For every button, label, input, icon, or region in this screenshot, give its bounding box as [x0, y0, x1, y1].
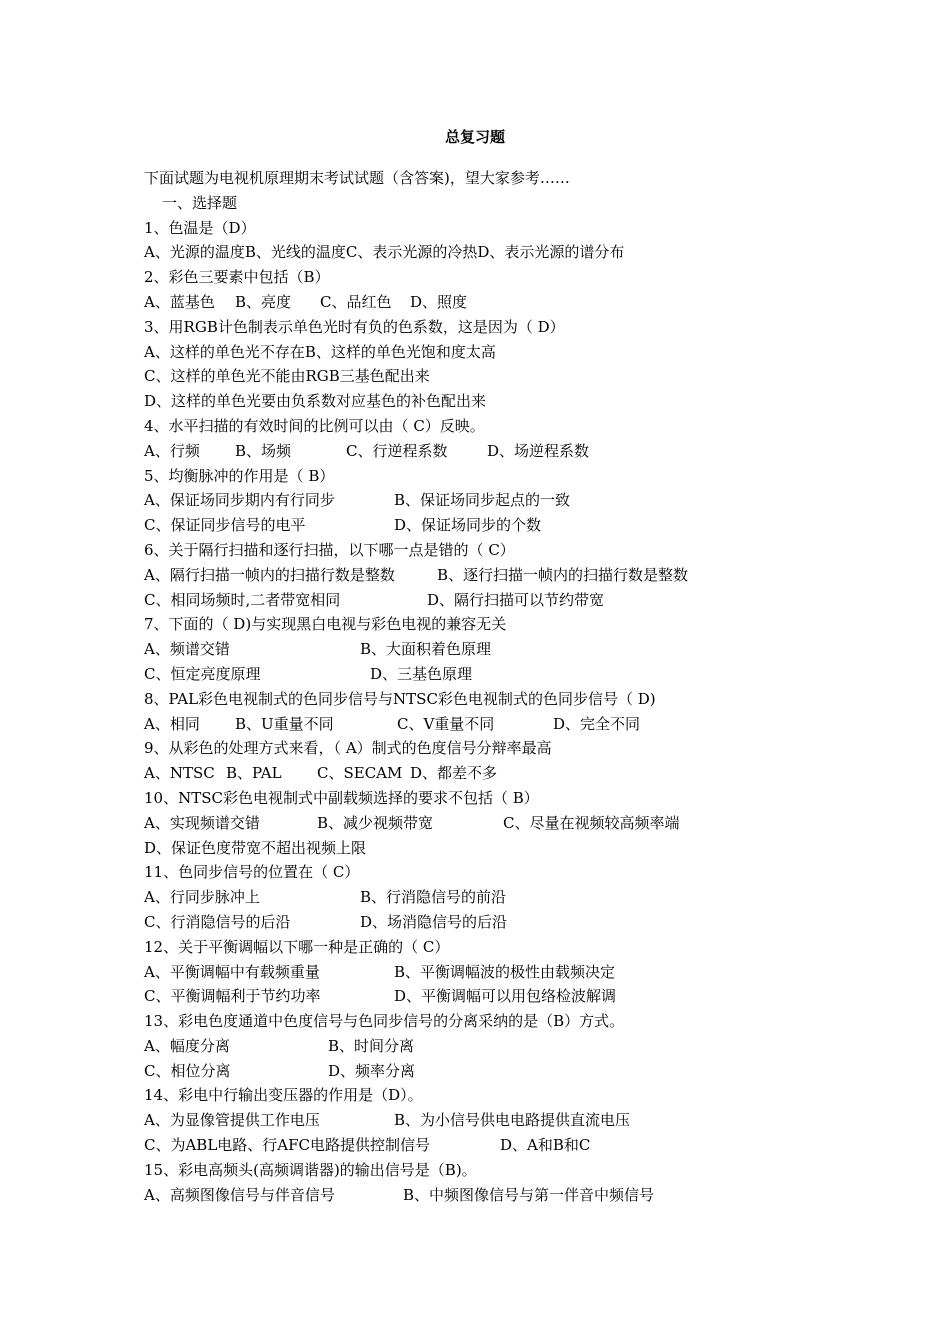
text-segment: 5、均衡脉冲的作用是（ B）: [144, 466, 335, 485]
text-line: [144, 960, 904, 985]
text-line: [144, 1034, 904, 1059]
text-line: [144, 885, 904, 910]
text-segment: A、行频: [144, 441, 200, 460]
text-segment: B、大面积着色原理: [360, 640, 492, 659]
text-line: [144, 265, 904, 290]
text-segment: B、亮度: [235, 292, 292, 311]
text-segment: A、隔行扫描一帧内的扫描行数是整数: [144, 565, 395, 584]
text-segment: C、相位分离: [144, 1061, 231, 1080]
text-line: [144, 488, 904, 513]
text-segment: B、保证场同步起点的一致: [394, 491, 571, 510]
text-line: [144, 1009, 904, 1034]
text-line: [144, 811, 904, 836]
text-segment: A、行同步脉冲上: [144, 888, 260, 907]
text-segment: D、保证场同步的个数: [394, 516, 542, 535]
text-segment: A、光源的温度B、光线的温度C、表示光源的冷热D、表示光源的谱分布: [144, 243, 625, 262]
text-line: [144, 439, 904, 464]
text-segment: 14、彩电中行输出变压器的作用是（D）。: [144, 1086, 423, 1105]
text-line: [144, 240, 904, 265]
text-segment: A、NTSC: [144, 764, 215, 783]
text-line: [144, 340, 904, 365]
text-segment: D、场消隐信号的后沿: [360, 912, 508, 931]
text-segment: C、行逆程系数: [346, 441, 448, 460]
text-segment: B、场频: [235, 441, 292, 460]
text-segment: A、为显像管提供工作电压: [144, 1111, 320, 1130]
text-line: [144, 315, 904, 340]
text-segment: A、相同: [144, 714, 200, 733]
text-segment: D、隔行扫描可以节约带宽: [427, 590, 605, 609]
text-segment: 3、用RGB计色制表示单色光时有负的色系数，这是因为（ D）: [144, 317, 565, 336]
text-line: [144, 191, 904, 216]
text-line: [144, 1183, 904, 1208]
text-line: [144, 166, 904, 191]
text-segment: C、V重量不同: [397, 714, 495, 733]
text-segment: B、减少视频带宽: [317, 813, 434, 832]
text-segment: A、高频图像信号与伴音信号: [144, 1185, 335, 1204]
text-line: [144, 1133, 904, 1158]
text-line: [144, 464, 904, 489]
text-segment: 2、彩色三要素中包括（B）: [144, 268, 330, 287]
text-segment: 9、从彩色的处理方式来看，（ A）制式的色度信号分辩率最高: [144, 739, 552, 758]
text-segment: 13、彩电色度通道中色度信号与色同步信号的分离采纳的是（B）方式。: [144, 1012, 625, 1031]
text-line: [144, 389, 904, 414]
text-segment: C、这样的单色光不能由RGB三基色配出来: [144, 367, 430, 386]
text-segment: A、保证场同步期内有行同步: [144, 491, 335, 510]
text-line: [144, 1158, 904, 1183]
text-segment: 4、水平扫描的有效时间的比例可以由（ C）反映。: [144, 416, 485, 435]
text-line: [144, 984, 904, 1009]
text-segment: D、照度: [410, 292, 468, 311]
text-line: [144, 364, 904, 389]
text-line: [144, 687, 904, 712]
text-line: [144, 563, 904, 588]
text-segment: B、PAL: [226, 764, 282, 783]
text-segment: D、完全不同: [553, 714, 641, 733]
text-segment: D、这样的单色光要由负系数对应基色的补色配出来: [144, 392, 487, 411]
text-segment: B、逐行扫描一帧内的扫描行数是整数: [437, 565, 689, 584]
text-segment: D、频率分离: [328, 1061, 416, 1080]
text-segment: C、品红色: [320, 292, 392, 311]
text-segment: B、行消隐信号的前沿: [360, 888, 507, 907]
text-line: [144, 414, 904, 439]
text-segment: C、为ABL电路、行AFC电路提供控制信号: [144, 1136, 431, 1155]
text-segment: 6、关于隔行扫描和逐行扫描，以下哪一点是错的（ C）: [144, 540, 515, 559]
text-segment: D、三基色原理: [370, 664, 473, 683]
text-segment: 7、下面的（ D)与实现黑白电视与彩色电视的兼容无关: [144, 615, 507, 634]
text-line: [144, 290, 904, 315]
text-segment: 8、PAL彩色电视制式的色同步信号与NTSC彩色电视制式的色同步信号（ D): [144, 689, 656, 708]
text-segment: A、蓝基色: [144, 292, 215, 311]
text-segment: C、尽量在视频较高频率端: [503, 813, 680, 832]
text-line: [144, 513, 904, 538]
text-segment: B、为小信号供电电路提供直流电压: [394, 1111, 631, 1130]
text-line: [144, 662, 904, 687]
text-line: [144, 1059, 904, 1084]
text-segment: 下面试题为电视机原理期末考试试题（含答案)，望大家参考……: [144, 169, 570, 187]
text-segment: D、都差不多: [410, 764, 498, 783]
text-line: [144, 910, 904, 935]
text-segment: C、恒定亮度原理: [144, 664, 261, 683]
text-segment: B、时间分离: [328, 1036, 415, 1055]
text-segment: C、平衡调幅利于节约功率: [144, 987, 321, 1006]
text-line: [144, 588, 904, 613]
text-line: [144, 538, 904, 563]
text-segment: C、SECAM: [317, 764, 403, 783]
text-segment: B、平衡调幅波的极性由载频决定: [394, 962, 616, 981]
text-line: [144, 836, 904, 861]
text-segment: 12、关于平衡调幅以下哪一种是正确的（ C）: [144, 937, 450, 956]
text-segment: 1、色温是（D）: [144, 218, 256, 237]
text-segment: A、平衡调幅中有载频重量: [144, 962, 320, 981]
text-segment: B、中频图像信号与第一伴音中频信号: [403, 1185, 655, 1204]
text-segment: 11、色同步信号的位置在（ C）: [144, 863, 360, 882]
text-segment: B、U重量不同: [235, 714, 334, 733]
text-line: [144, 860, 904, 885]
text-segment: 15、彩电高频头(高频调谐器)的输出信号是（B)。: [144, 1160, 477, 1179]
text-segment: C、相同场频时,二者带宽相同: [144, 590, 341, 609]
text-segment: D、场逆程系数: [487, 441, 590, 460]
text-line: [144, 612, 904, 637]
question-list: [144, 166, 904, 1207]
text-segment: 10、NTSC彩色电视制式中副载频选择的要求不包括（ B）: [144, 788, 539, 807]
text-line: [144, 637, 904, 662]
text-segment: D、A和B和C: [500, 1136, 591, 1155]
text-line: [144, 736, 904, 761]
text-segment: A、这样的单色光不存在B、这样的单色光饱和度太高: [144, 342, 496, 361]
text-line: [144, 216, 904, 241]
text-segment: D、平衡调幅可以用包络检波解调: [394, 987, 617, 1006]
page-title: 总复习题: [444, 128, 505, 146]
text-segment: D、保证色度带宽不超出视频上限: [144, 838, 367, 857]
text-line: [144, 786, 904, 811]
text-segment: A、实现频谱交错: [144, 813, 260, 832]
text-line: [144, 761, 904, 786]
text-line: [144, 935, 904, 960]
text-line: [144, 1083, 904, 1108]
text-segment: A、频谱交错: [144, 640, 230, 659]
text-segment: C、行消隐信号的后沿: [144, 912, 291, 931]
text-segment: A、幅度分离: [144, 1036, 230, 1055]
text-line: [144, 712, 904, 737]
text-segment: 一、选择题: [162, 193, 238, 212]
text-line: [144, 1108, 904, 1133]
text-segment: C、保证同步信号的电平: [144, 516, 306, 535]
